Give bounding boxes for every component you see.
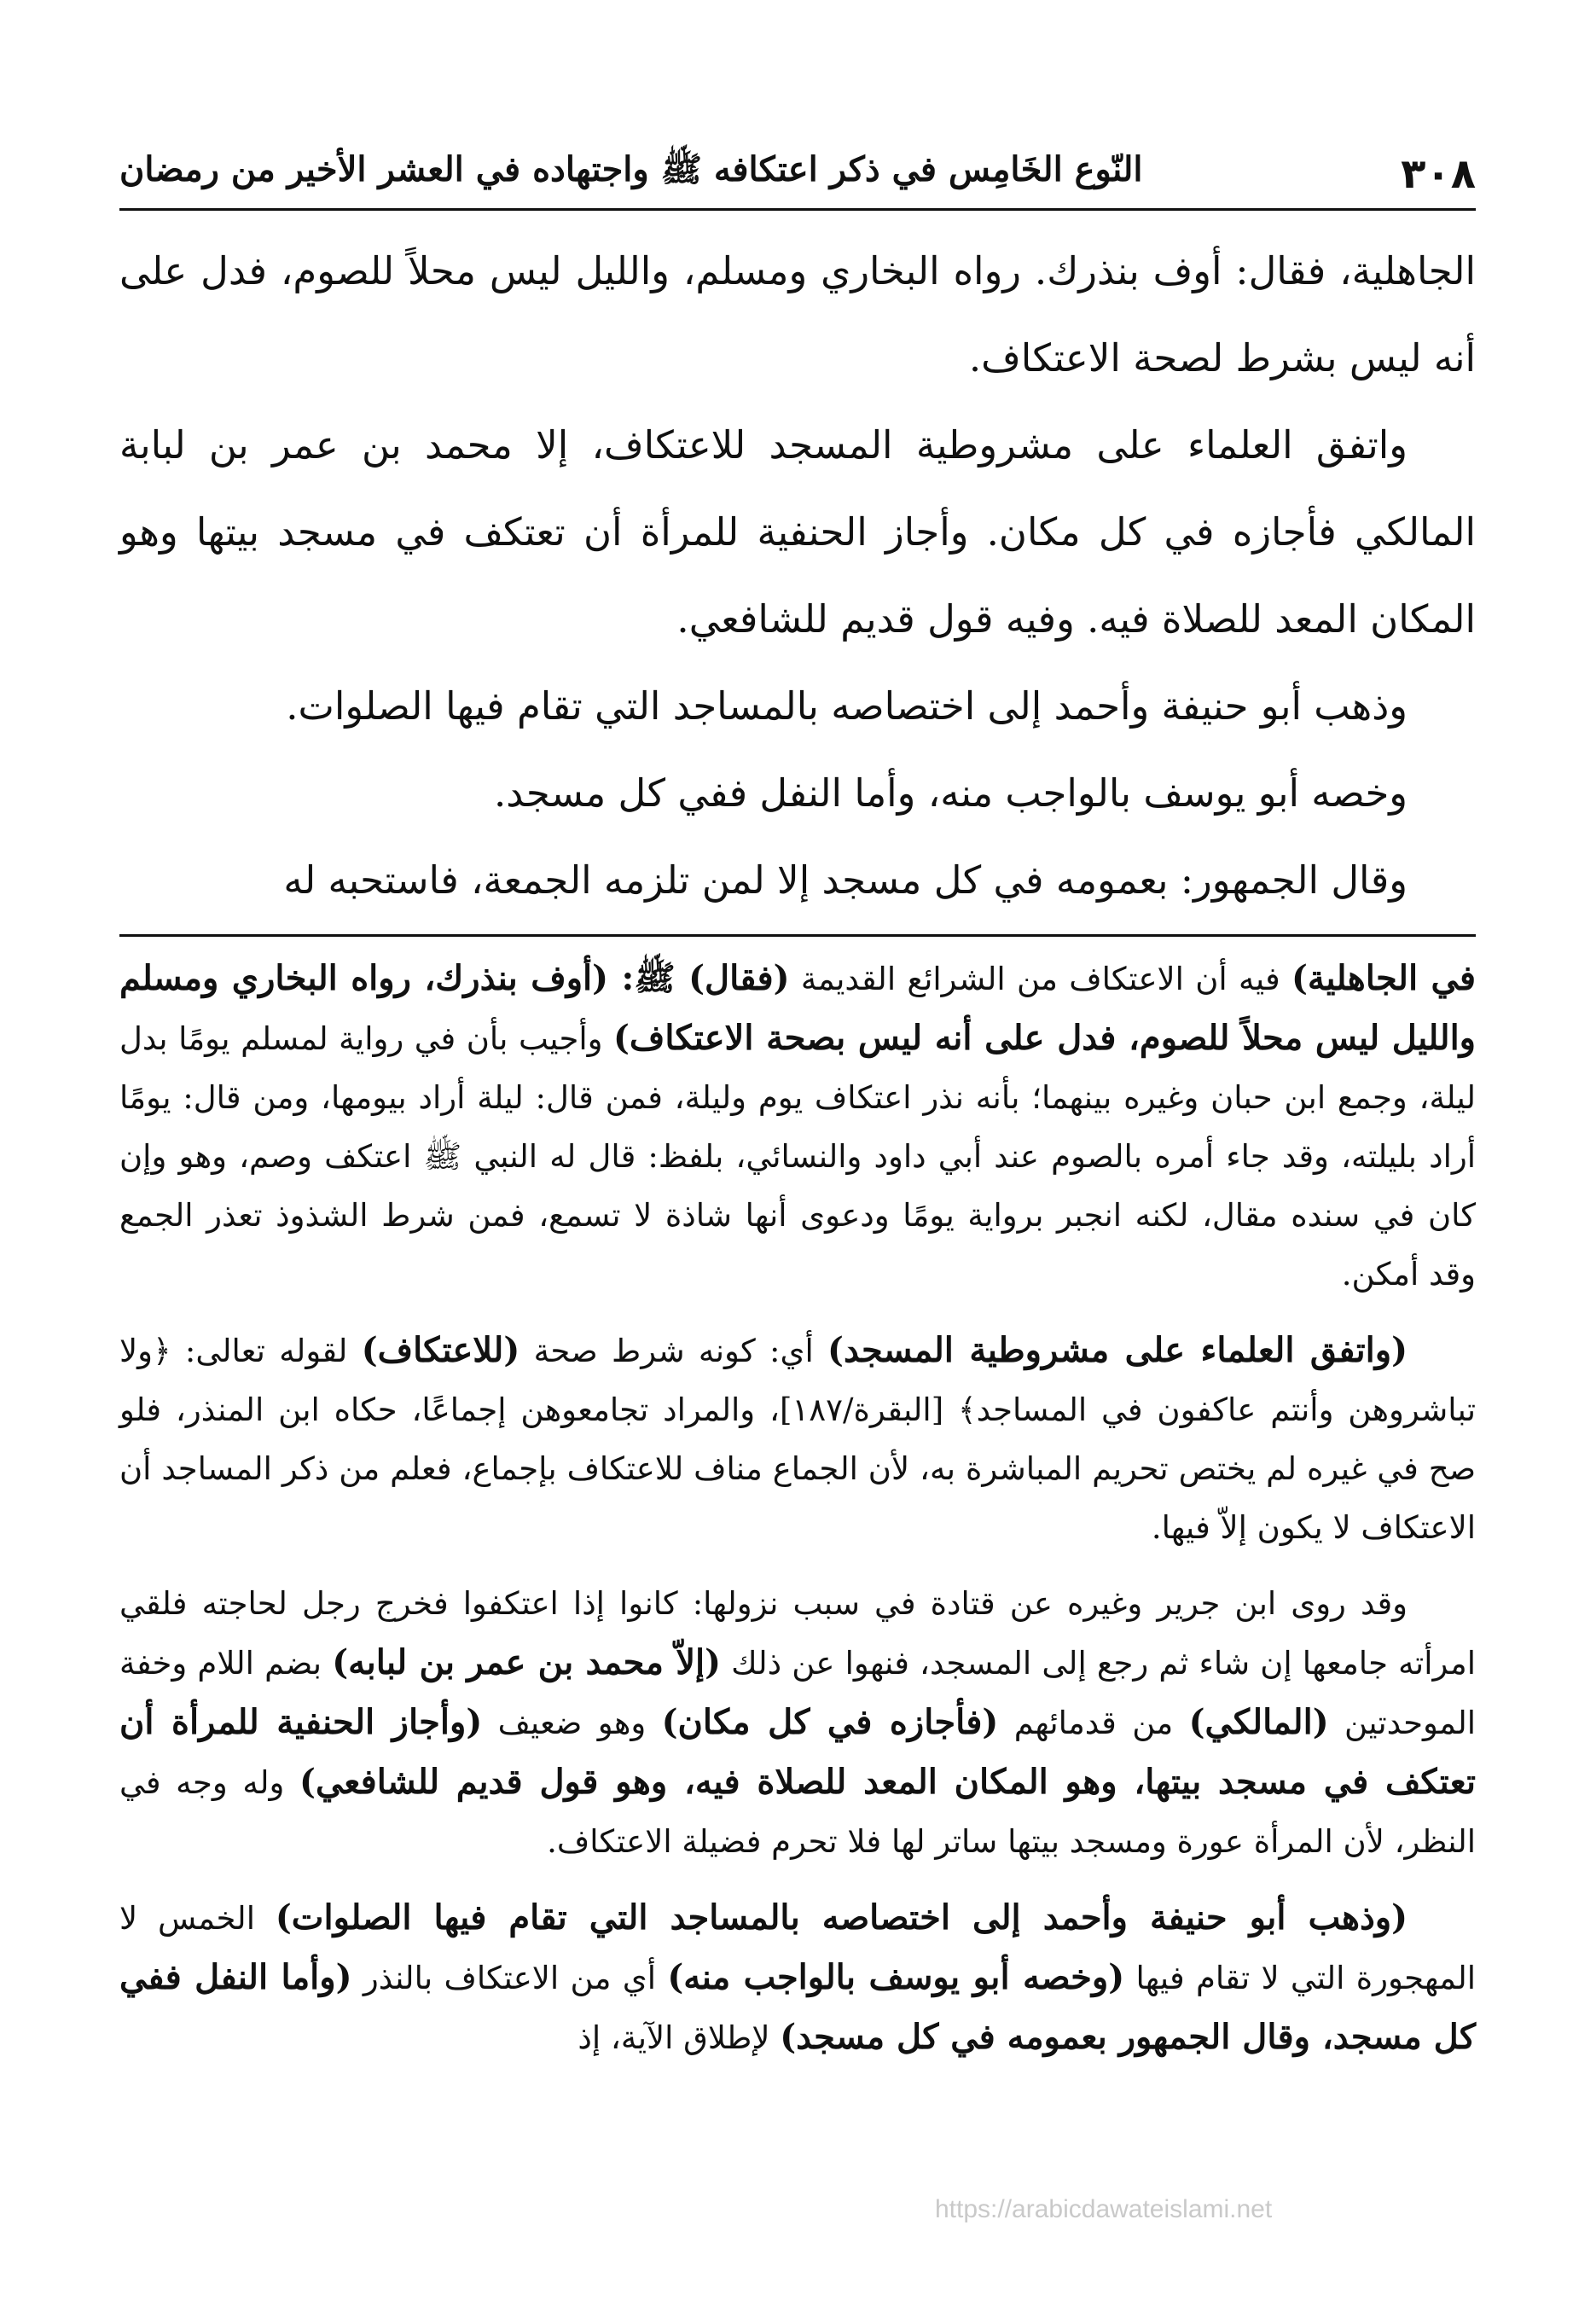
separator-rule bbox=[119, 934, 1476, 937]
commentary-paragraph bbox=[119, 949, 1476, 1304]
commentary-text: فيه أن الاعتكاف من الشرائع القديمة bbox=[789, 961, 1291, 997]
commentary-text: الخمس لا المهجورة التي لا تقام فيها bbox=[119, 1900, 1477, 1996]
commentary-text: بضم اللام وخفة الموحدتين bbox=[119, 1645, 1477, 1741]
commentary-text: وقد روى ابن جرير وغيره عن قتادة في سبب نزولها: كانوا إذا اعتكفوا فخرج رجل لحاجته فلقي امرأته جامعها إن شاء ثم رجع إلى المسجد، فنهوا عن ذلك bbox=[119, 1585, 1476, 1682]
quoted-text: (إلاّ محمد بن عمر بن لبابه) bbox=[332, 1642, 722, 1682]
main-text-paragraph: وذهب أبو حنيفة وأحمد إلى اختصاصه بالمساجد التي تقام فيها الصلوات. bbox=[286, 683, 1408, 729]
page-header bbox=[119, 119, 1476, 211]
commentary-paragraph bbox=[119, 1888, 1476, 2067]
commentary-text: أي: كونه شرط صحة bbox=[519, 1333, 828, 1369]
commentary-paragraph bbox=[119, 1321, 1476, 1557]
main-text-paragraph: واتفق العلماء على مشروطية المسجد للاعتكاف، إلا محمد بن عمر بن لبابة المالكي فأجازه في كل مكان. وأجاز الحنفية للمرأة أن تعتكف في مسجد بيتها وهو المكان المعد للصلاة فيه. وفيه قول قديم للشافعي. bbox=[119, 422, 1476, 642]
watermark-url: https://arabicdawateislami.net bbox=[935, 2195, 1273, 2223]
commentary-text: من قدمائهم bbox=[998, 1705, 1189, 1741]
quoted-text: (فأجازه في كل مكان) bbox=[661, 1702, 999, 1742]
quoted-text: (فقال) ﷺ: (أوف بنذرك، رواه البخاري ومسلم والليل ليس محلاً للصوم، فدل على أنه ليس بصحة الاعتكاف) bbox=[119, 958, 1476, 1058]
main-text bbox=[119, 228, 1476, 924]
main-text-paragraph: الجاهلية، فقال: أوف بنذرك. رواه البخاري ومسلم، والليل ليس محلاً للصوم، فدل على أنه ليس بشرط لصحة الاعتكاف. bbox=[119, 248, 1476, 381]
main-text-paragraph: وخصه أبو يوسف بالواجب منه، وأما النفل ففي كل مسجد. bbox=[494, 770, 1408, 816]
quoted-text: (وخصه أبو يوسف بالواجب منه) bbox=[667, 1957, 1125, 1997]
quoted-text: (وأما النفل ففي كل مسجد، وقال الجمهور بعمومه في كل مسجد) bbox=[119, 1957, 1476, 2057]
quoted-text: (وذهب أبو حنيفة وأحمد إلى اختصاصه بالمساجد التي تقام فيها الصلوات) bbox=[275, 1897, 1408, 1938]
quoted-text: في الجاهلية) bbox=[1291, 958, 1476, 998]
page-number: ٣٠٨ bbox=[1401, 150, 1476, 198]
quoted-text: (وأجاز الحنفية للمرأة أن تعتكف في مسجد بيتها، وهو المكان المعد للصلاة فيه، وهو قول قديم للشافعي) bbox=[119, 1702, 1477, 1802]
quoted-text: (واتفق العلماء على مشروطية المسجد) bbox=[827, 1330, 1408, 1370]
commentary bbox=[119, 949, 1476, 2067]
commentary-text: وهو ضعيف bbox=[482, 1705, 662, 1741]
quoted-text: (المالكي) bbox=[1188, 1702, 1329, 1742]
running-title: النّوع الخَامِس في ذكر اعتكافه ﷺ واجتهاده في العشر الأخير من رمضان bbox=[119, 149, 1143, 189]
commentary-text: أي من الاعتكاف بالنذر bbox=[351, 1960, 668, 1996]
commentary-text: وله وجه في النظر، لأن المرأة عورة ومسجد بيتها ساتر لها فلا تحرم فضيلة الاعتكاف. bbox=[119, 1764, 1476, 1860]
commentary-text: وأجيب بأن في رواية لمسلم يومًا بدل ليلة، وجمع ابن حبان وغيره بينهما؛ بأنه نذر اعتكاف يوم وليلة، فمن قال: ليلة أراد بيومها، ومن قال: يومًا أراد بليلته، وقد جاء أمره بالصوم عند أبي داود والنسائي، بلفظ: قال له النبي ﷺ اعتكف وصم، وهو وإن كان في سنده مقال، لكنه انجبر برواية يومًا ودعوى أنها شاذة لا تسمع، فمن شرط الشذوذ تعذر الجمع وقد أمكن. bbox=[119, 1020, 1477, 1293]
main-text-paragraph: وقال الجمهور: بعمومه في كل مسجد إلا لمن تلزمه الجمعة، فاستحبه له bbox=[283, 857, 1408, 903]
commentary-paragraph bbox=[119, 1574, 1476, 1871]
book-page bbox=[119, 119, 1476, 2269]
commentary-text: لقوله تعالى: ﴿ولا تباشروهن وأنتم عاكفون في المساجد﴾ [البقرة/١٨٧]، والمراد تجامعوهن إجماعًا، حكاه ابن المنذر، فلو صح في غيره لم يختص تحريم المباشرة به، لأن الجماع مناف للاعتكاف بإجماع، فعلم من ذكر المساجد أن الاعتكاف لا يكون إلاّ فيها. bbox=[119, 1333, 1476, 1546]
quoted-text: (للاعتكاف) bbox=[361, 1330, 520, 1370]
commentary-text: لإطلاق الآية، إذ bbox=[578, 2019, 781, 2056]
